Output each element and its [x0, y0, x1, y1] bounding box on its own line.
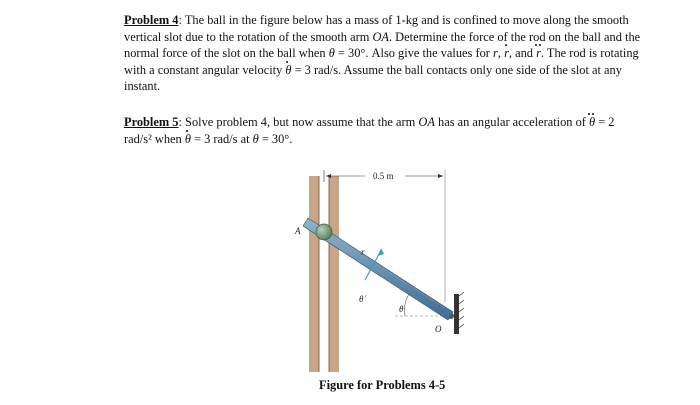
figure-caption: Figure for Problems 4-5	[319, 378, 446, 392]
problem-4-text-6: . The rod is rotating with a constant angular velocity	[124, 46, 639, 77]
problem-4-r-dot: r	[504, 46, 509, 61]
problem-4-text-5: , and	[508, 46, 537, 61]
problem-4-title: Problem 4	[124, 13, 179, 27]
problem-5-text-5: = 30°.	[258, 131, 293, 146]
problem-4-text-7: = 3 rad/s. Assume the ball contacts only one side of the slot at any instant.	[124, 62, 622, 94]
problem-4-text	[124, 12, 644, 95]
label-r: r	[361, 247, 365, 257]
dimension-line	[324, 170, 445, 302]
arrow-head-icon	[378, 248, 384, 256]
dimension-label: 0.5 m	[373, 171, 394, 181]
problem-4-text-4: ,	[497, 46, 505, 61]
label-theta: θ	[399, 304, 404, 314]
problem-5-arm: OA	[418, 115, 435, 129]
vertical-slot	[309, 176, 339, 372]
problem-4-text-1: The ball in the figure below has a mass of 1-kg and is confined to move along the smooth vertical slot due to the rotation of the smooth arm	[124, 13, 629, 44]
problem-5-theta: θ	[252, 131, 259, 146]
problem-4-r: r	[493, 46, 498, 61]
problem-5-text-1: Solve problem 4, but now assume that the arm	[181, 115, 419, 129]
problem-5-theta-dot: θ	[184, 131, 191, 146]
problem-4-theta: θ	[328, 46, 335, 61]
theta-arc	[405, 294, 410, 316]
problem-4-theta-dot: θ	[285, 62, 292, 77]
problem-5-text-3: = 2 rad/s² when	[124, 115, 615, 146]
ball	[316, 224, 332, 240]
problem-4-arm: OA	[372, 29, 389, 44]
problem-5-text-4: = 3 rad/s at	[190, 131, 253, 146]
problem-4-colon: :	[178, 13, 182, 27]
problem-5-colon: :	[178, 115, 182, 129]
label-theta-dot: θ̇	[359, 294, 364, 304]
problem-4-text-2: . Determine the force of the rod on the ball and the normal force of the slot on the ball when	[124, 29, 641, 61]
mechanism-figure	[295, 162, 485, 377]
problem-5-text	[124, 114, 644, 147]
problem-4-text-3: = 30°. Also give the values for	[334, 46, 494, 61]
problem-5-text-2: has an angular acceleration of	[434, 115, 590, 129]
problem-4-r-ddot: r	[536, 46, 541, 61]
label-o: O	[435, 324, 442, 334]
problem-5-theta-ddot: θ	[589, 115, 596, 129]
label-a: A	[295, 226, 301, 236]
problem-5-title: Problem 5	[124, 115, 179, 129]
r-indicator	[331, 236, 445, 308]
